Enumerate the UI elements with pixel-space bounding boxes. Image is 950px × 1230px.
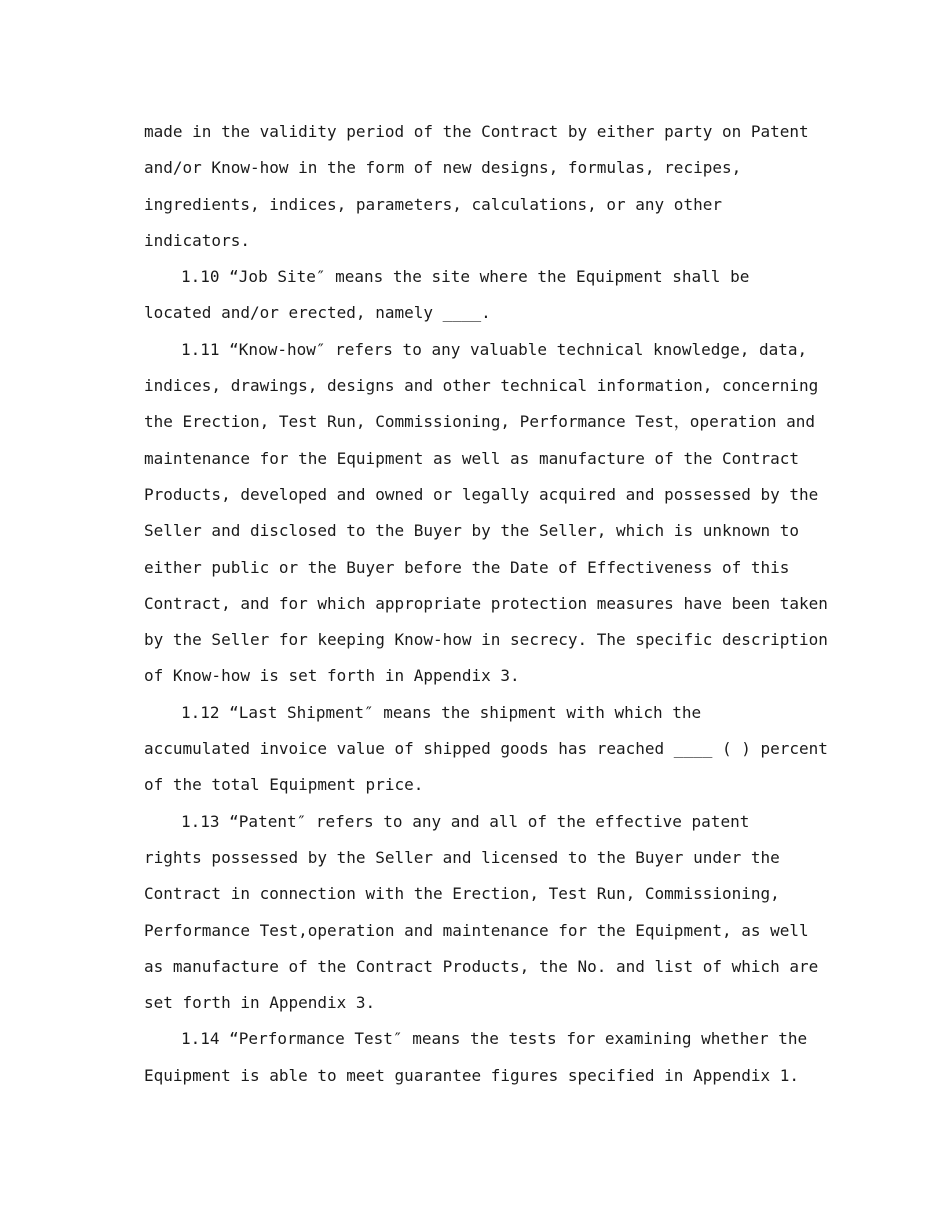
text-line: Contract in connection with the Erection, Test Run, Commissioning,	[144, 884, 780, 904]
text-line: indicators.	[144, 230, 250, 250]
text-line: the Erection, Test Run, Commissioning, Performance Test，operation and	[144, 412, 816, 432]
text-line: of the total Equipment price.	[144, 775, 424, 795]
text-line: Performance Test,operation and maintenance for the Equipment, as well	[144, 920, 809, 940]
text-line: of Know-how is set forth in Appendix 3.	[144, 666, 520, 686]
text-line: located and/or erected, namely ____.	[144, 303, 491, 323]
text-line: Seller and disclosed to the Buyer by the Seller, which is unknown to	[144, 521, 800, 541]
clause-heading-line: 1.13 “Patent″ refers to any and all of the effective patent	[181, 811, 750, 831]
text-line: either public or the Buyer before the Date of Effectiveness of this	[144, 557, 790, 577]
clause-heading-line: 1.10 “Job Site″ means the site where the Equipment shall be	[181, 267, 750, 287]
text-line: Equipment is able to meet guarantee figures specified in Appendix 1.	[144, 1065, 800, 1085]
text-line: Products, developed and owned or legally acquired and possessed by the	[144, 484, 819, 504]
text-line: Contract, and for which appropriate protection measures have been taken	[144, 593, 828, 613]
document-page	[144, 114, 828, 1094]
text-line: and/or Know-how in the form of new designs, formulas, recipes,	[144, 158, 742, 178]
text-line: rights possessed by the Seller and licensed to the Buyer under the	[144, 847, 780, 867]
text-line: maintenance for the Equipment as well as manufacture of the Contract	[144, 448, 800, 468]
text-line: by the Seller for keeping Know-how in secrecy. The specific description	[144, 630, 828, 650]
clause-heading-line: 1.14 “Performance Test″ means the tests for examining whether the	[181, 1029, 808, 1049]
text-line: as manufacture of the Contract Products, the No. and list of which are	[144, 956, 819, 976]
text-line: made in the validity period of the Contract by either party on Patent	[144, 122, 809, 141]
clause-heading-line: 1.11 “Know-how″ refers to any valuable technical knowledge, data,	[181, 339, 808, 359]
text-line: accumulated invoice value of shipped goods has reached ____ ( ) percent	[144, 739, 828, 759]
text-line: ingredients, indices, parameters, calculations, or any other	[144, 194, 722, 214]
text-line: indices, drawings, designs and other technical information, concerning	[144, 376, 819, 396]
text-line: set forth in Appendix 3.	[144, 993, 376, 1013]
clause-heading-line: 1.12 “Last Shipment″ means the shipment with which the	[181, 702, 702, 722]
